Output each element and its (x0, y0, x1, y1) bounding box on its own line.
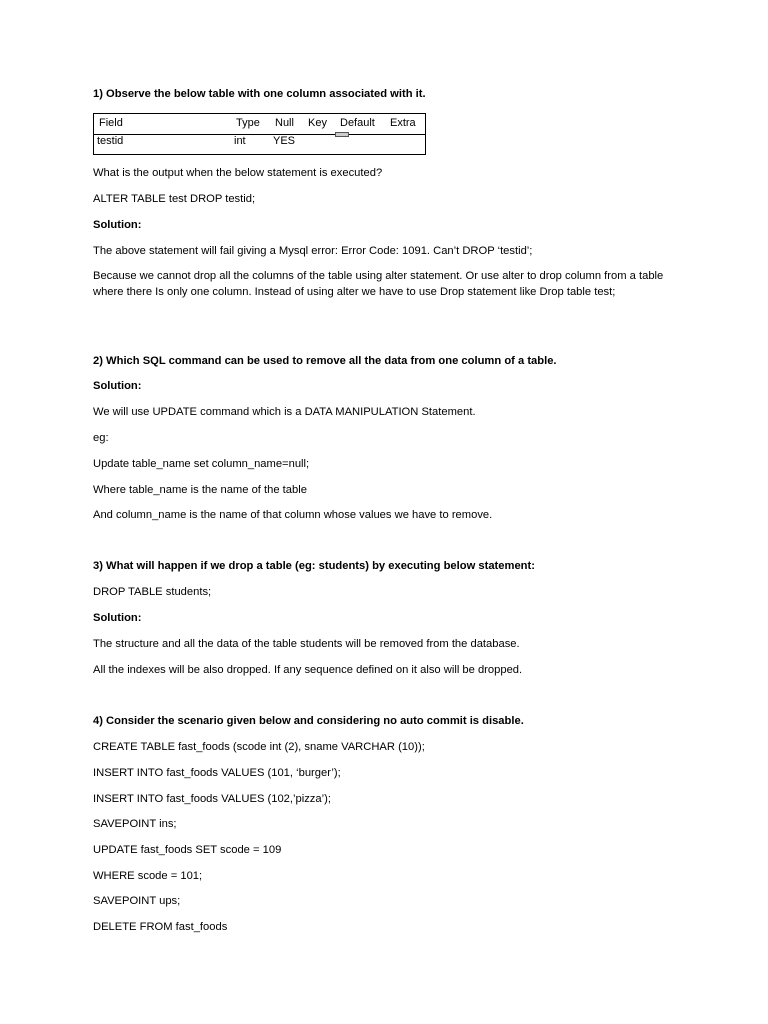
q2-line: eg: (93, 432, 109, 444)
header-default: Default (340, 117, 375, 129)
q3-heading: 3) What will happen if we drop a table (eg: students) by executing below statement: (93, 560, 535, 572)
q3-solution-label: Solution: (93, 612, 142, 624)
q2-line: We will use UPDATE command which is a DATA MANIPULATION Statement. (93, 406, 476, 418)
q4-line: UPDATE fast_foods SET scode = 109 (93, 844, 282, 856)
q1-solution-label: Solution: (93, 219, 142, 231)
q4-line: SAVEPOINT ins; (93, 818, 177, 830)
cell-type: int (234, 135, 246, 147)
q4-line: DELETE FROM fast_foods (93, 921, 228, 933)
null-value-marker (335, 132, 349, 137)
cell-field: testid (97, 135, 124, 147)
q4-line: INSERT INTO fast_foods VALUES (102,’pizza’); (93, 793, 331, 805)
q1-question: What is the output when the below statement is executed? (93, 167, 383, 179)
header-type: Type (236, 117, 260, 129)
q3-line: The structure and all the data of the table students will be removed from the database. (93, 638, 520, 650)
q1-statement: ALTER TABLE test DROP testid; (93, 193, 256, 205)
header-key: Key (308, 117, 327, 129)
q1-answer: The above statement will fail giving a Mysql error: Error Code: 1091. Can’t DROP ‘testid’; (93, 245, 533, 257)
header-field: Field (99, 117, 123, 129)
q2-line: Where table_name is the name of the table (93, 484, 307, 496)
table-header-row (94, 114, 425, 135)
header-extra: Extra (390, 117, 416, 129)
q4-line: WHERE scode = 101; (93, 870, 203, 882)
q2-solution-label: Solution: (93, 380, 142, 392)
cell-null: YES (273, 135, 296, 147)
header-null: Null (275, 117, 294, 129)
q2-heading: 2) Which SQL command can be used to remove all the data from one column of a table. (93, 355, 557, 367)
q2-line: Update table_name set column_name=null; (93, 458, 310, 470)
q1-explanation: Because we cannot drop all the columns of the table using alter statement. Or use alter to drop column from a table where there Is only one column. Instead of using alter we have to use Drop statement like Drop table test; (93, 270, 664, 298)
q3-line: All the indexes will be also dropped. If any sequence defined on it also will be dropped. (93, 664, 523, 676)
q4-heading: 4) Consider the scenario given below and considering no auto commit is disable. (93, 715, 524, 727)
q4-line: INSERT INTO fast_foods VALUES (101, ‘burger’); (93, 767, 341, 779)
q1-heading: 1) Observe the below table with one column associated with it. (93, 88, 426, 100)
q4-line: SAVEPOINT ups; (93, 895, 181, 907)
q4-line: CREATE TABLE fast_foods (scode int (2), sname VARCHAR (10)); (93, 741, 425, 753)
field-table (93, 113, 426, 155)
q3-statement: DROP TABLE students; (93, 586, 212, 598)
q2-line: And column_name is the name of that column whose values we have to remove. (93, 509, 493, 521)
